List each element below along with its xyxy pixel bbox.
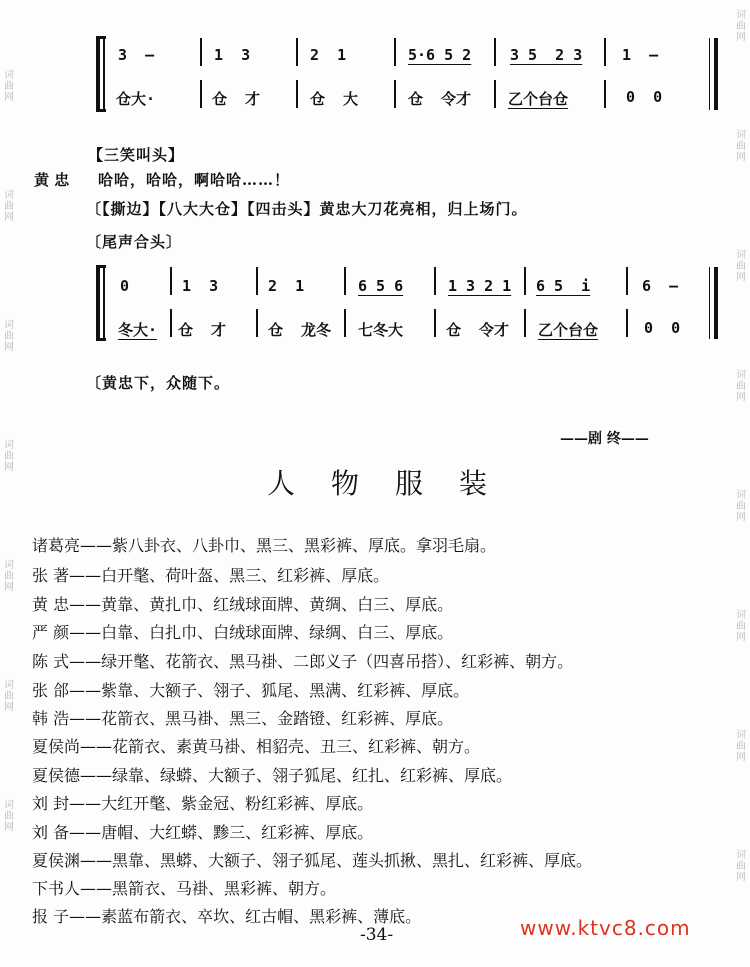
watermark-right-6: 词 曲 网 (736, 610, 746, 643)
page-number: -34- (360, 925, 394, 945)
role-huangzhong: 黄 忠 (34, 171, 70, 189)
costume-line: 严 颜——白靠、白扎巾、白绒球面牌、绿绸、白三、厚底。 (32, 623, 454, 642)
melody-measure: 0 (120, 277, 130, 295)
final-barline (714, 38, 718, 110)
costume-line: 夏侯渊——黑靠、黑蟒、大额子、翎子狐尾、莲头抓揪、黑扎、红彩裤、厚底。 (32, 851, 593, 870)
site-watermark: www.ktvc8.com (520, 916, 691, 940)
melody-measure: 3 – (118, 46, 155, 64)
costume-line: 报 子——素蓝布箭衣、卒坎、红古帽、黑彩裤、薄底。 (32, 907, 422, 926)
end-of-play-mark: ——剧 终—— (560, 431, 649, 447)
watermark-left-4: 词 曲 网 (4, 440, 14, 473)
watermark-right-5: 词 曲 网 (736, 490, 746, 523)
costume-line: 刘 封——大红开氅、紫金冠、粉红彩裤、厚底。 (32, 794, 374, 813)
melody-measure: 5·6 5 2 (408, 46, 472, 64)
percussion-measure: 仓 才 (178, 321, 227, 339)
melody-measure: 1 3 2 1 (448, 277, 512, 295)
watermark-left-2: 词 曲 网 (4, 190, 14, 223)
percussion-measure: 七冬大 (358, 321, 404, 339)
watermark-left-7: 词 曲 网 (4, 800, 14, 833)
costume-line: 张 郃——紫靠、大额子、翎子、狐尾、黑满、红彩裤、厚底。 (32, 681, 470, 700)
watermark-right-8: 词 曲 网 (736, 850, 746, 883)
percussion-measure: 仓 才 (212, 90, 261, 108)
score-bracket (96, 36, 106, 112)
melody-measure: 2 1 (268, 277, 305, 295)
melody-measure: 1 3 (214, 46, 251, 64)
cue-weisheng: 〔尾声合头〕 (86, 233, 183, 251)
score-bracket (96, 265, 106, 341)
watermark-right-2: 词 曲 网 (736, 130, 746, 163)
section-title: 人物服装 (266, 467, 523, 500)
costume-line: 夏侯德——绿靠、绿蟒、大额子、翎子狐尾、红扎、红彩裤、厚底。 (32, 766, 513, 785)
watermark-left-1: 词 曲 网 (4, 70, 14, 103)
percussion-measure: 仓 令才 (446, 321, 510, 339)
costume-line: 陈 式——绿开氅、花箭衣、黑马褂、二郎义子（四喜吊搭）、红彩裤、朝方。 (32, 652, 574, 671)
stage-direction-1: 〔【撕边】【八大大仓】【四击头】黄忠大刀花亮相，归上场门。 (86, 200, 528, 218)
score-system-1 (96, 36, 718, 112)
cue-sanxiao: 【三笑叫头】 (88, 146, 185, 164)
costume-line: 下书人——黑箭衣、马褂、黑彩裤、朝方。 (32, 879, 337, 898)
percussion-measure: 仓 龙冬 (268, 321, 332, 339)
score-system-2 (96, 265, 718, 341)
watermark-left-6: 词 曲 网 (4, 680, 14, 713)
costume-line: 刘 备——唐帽、大红蟒、黪三、红彩裤、厚底。 (32, 823, 374, 842)
costume-line: 诸葛亮——紫八卦衣、八卦巾、黑三、黑彩裤、厚底。拿羽毛扇。 (32, 536, 497, 555)
percussion-measure: 仓 令才 (408, 90, 472, 108)
melody-measure: 3 5 2 3 (510, 46, 583, 64)
percussion-measure: 乙个台仓 (538, 321, 599, 339)
melody-measure: 2 1 (310, 46, 347, 64)
costume-line: 黄 忠——黄靠、黄扎巾、红绒球面牌、黄绸、白三、厚底。 (32, 595, 454, 614)
percussion-measure: 仓 大 (310, 90, 359, 108)
costume-line: 夏侯尚——花箭衣、素黄马褂、相貂壳、丑三、红彩裤、朝方。 (32, 737, 481, 756)
melody-measure: 1 3 (182, 277, 219, 295)
line-huangzhong: 哈哈，哈哈，啊哈哈……！ (98, 171, 291, 189)
costume-line: 张 著——白开氅、荷叶盔、黑三、红彩裤、厚底。 (32, 566, 390, 585)
watermark-left-3: 词 曲 网 (4, 320, 14, 353)
watermark-left-5: 词 曲 网 (4, 560, 14, 593)
watermark-right-1: 词 曲 网 (736, 10, 746, 43)
watermark-right-7: 词 曲 网 (736, 730, 746, 763)
percussion-measure: 0 0 (644, 319, 681, 337)
melody-measure: 6 5 i (536, 277, 591, 295)
watermark-right-4: 词 曲 网 (736, 370, 746, 403)
costume-line: 韩 浩——花箭衣、黑马褂、黑三、金踏镫、红彩裤、厚底。 (32, 709, 454, 728)
percussion-measure: 0 0 (626, 88, 663, 106)
percussion-measure: 仓大· (116, 90, 156, 108)
melody-measure: 6 5 6 (358, 277, 404, 295)
percussion-measure: 乙个台仓 (508, 90, 569, 108)
percussion-measure: 冬大· (118, 321, 158, 339)
melody-measure: 6 – (642, 277, 679, 295)
stage-direction-2: 〔黄忠下，众随下。 (86, 374, 231, 392)
final-barline (714, 267, 718, 339)
melody-measure: 1 – (622, 46, 659, 64)
watermark-right-3: 词 曲 网 (736, 250, 746, 283)
